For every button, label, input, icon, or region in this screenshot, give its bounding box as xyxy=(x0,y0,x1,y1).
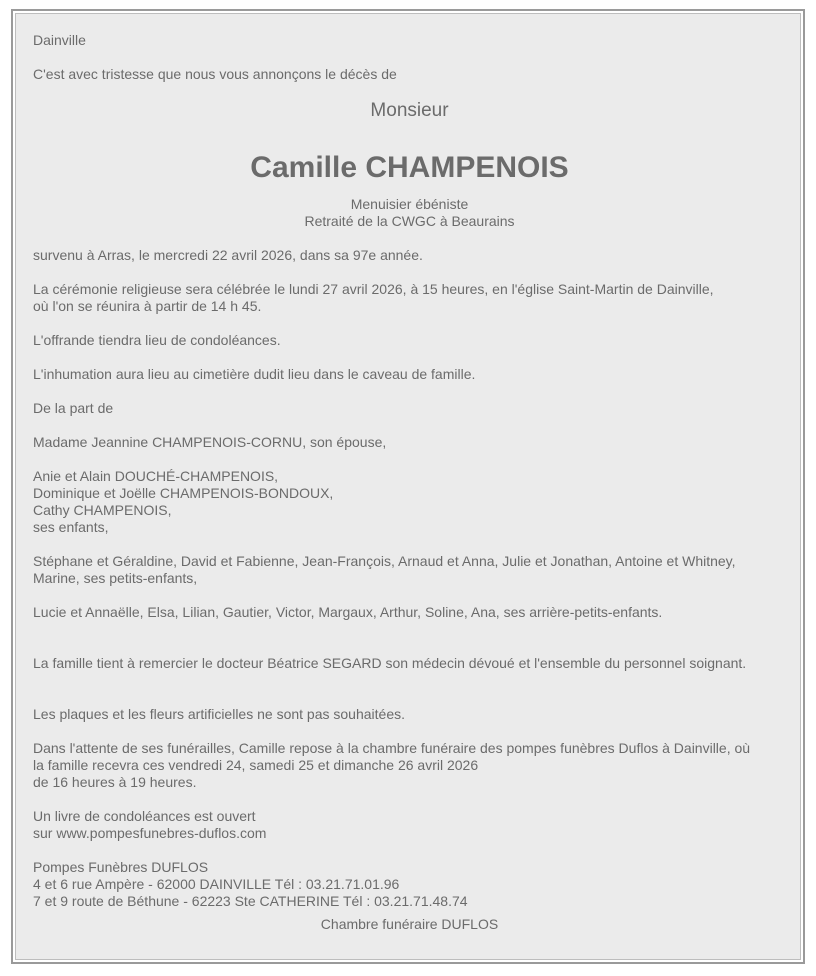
footer-text: Chambre funéraire DUFLOS xyxy=(320,916,499,932)
offering-info: L'offrande tiendra lieu de condoléances. xyxy=(33,332,281,348)
funeral-home-line: Pompes Funèbres DUFLOS xyxy=(33,859,209,875)
spouse: Madame Jeannine CHAMPENOIS-CORNU, son épouse, xyxy=(33,434,387,450)
deceased-name: Camille CHAMPENOIS xyxy=(250,151,569,184)
funeral-home-info xyxy=(33,859,786,910)
visitation-info xyxy=(33,740,786,791)
funeral-home-line: 4 et 6 rue Ampère - 62000 DAINVILLE Tél : 03.21.71.01.96 xyxy=(33,876,400,892)
grandchildren-list xyxy=(33,553,786,587)
child-line: ses enfants, xyxy=(33,519,109,535)
ceremony-line: La cérémonie religieuse sera célébrée le lundi 27 avril 2026, à 15 heures, en l'église Saint-Martin de Dainville, xyxy=(33,281,714,297)
funeral-home-line: 7 et 9 route de Béthune - 62223 Ste CATHERINE Tél : 03.21.71.48.74 xyxy=(33,893,468,909)
great-grandchildren: Lucie et Annaëlle, Elsa, Lilian, Gautier, Victor, Margaux, Arthur, Soline, Ana, ses arrière-petits-enfants. xyxy=(33,604,663,620)
child-line: Dominique et Joëlle CHAMPENOIS-BONDOUX, xyxy=(33,485,334,501)
title-line: Retraité de la CWGC à Beaurains xyxy=(304,213,515,229)
visitation-line: la famille recevra ces vendredi 24, samedi 25 et dimanche 26 avril 2026 xyxy=(33,757,479,773)
grandchildren-line: Marine, ses petits-enfants, xyxy=(33,570,198,586)
notice-content xyxy=(33,32,786,933)
ceremony-line: où l'on se réunira à partir de 14 h 45. xyxy=(33,298,262,314)
death-info: survenu à Arras, le mercredi 22 avril 2026, dans sa 97e année. xyxy=(33,247,423,263)
visitation-line: Dans l'attente de ses funérailles, Camille repose à la chambre funéraire des pompes funèbres Duflos à Dainville, où xyxy=(33,740,751,756)
child-line: Anie et Alain DOUCHÉ-CHAMPENOIS, xyxy=(33,468,279,484)
notice-panel xyxy=(15,13,801,960)
condolences-line: Un livre de condoléances est ouvert xyxy=(33,808,256,824)
notice-frame xyxy=(11,9,805,964)
child-line: Cathy CHAMPENOIS, xyxy=(33,502,172,518)
grandchildren-line: Stéphane et Géraldine, David et Fabienne, Jean-François, Arnaud et Anna, Julie et Jonathan, Antoine et Whitney, xyxy=(33,553,736,569)
visitation-line: de 16 heures à 19 heures. xyxy=(33,774,197,790)
from-intro: De la part de xyxy=(33,400,114,416)
burial-info: L'inhumation aura lieu au cimetière dudit lieu dans le caveau de famille. xyxy=(33,366,476,382)
ceremony-info xyxy=(33,281,786,315)
professional-titles xyxy=(33,196,786,230)
flowers-info: Les plaques et les fleurs artificielles ne sont pas souhaitées. xyxy=(33,706,405,722)
intro-text: C'est avec tristesse que nous vous annonçons le décès de xyxy=(33,66,397,82)
title-line: Menuisier ébéniste xyxy=(350,196,469,212)
civility: Monsieur xyxy=(370,100,449,121)
town: Dainville xyxy=(33,32,86,48)
children-list xyxy=(33,468,786,536)
condolences-info xyxy=(33,808,786,842)
thanks: La famille tient à remercier le docteur Béatrice SEGARD son médecin dévoué et l'ensemble du personnel soignant. xyxy=(33,655,747,671)
condolences-line: sur www.pompesfunebres-duflos.com xyxy=(33,825,267,841)
